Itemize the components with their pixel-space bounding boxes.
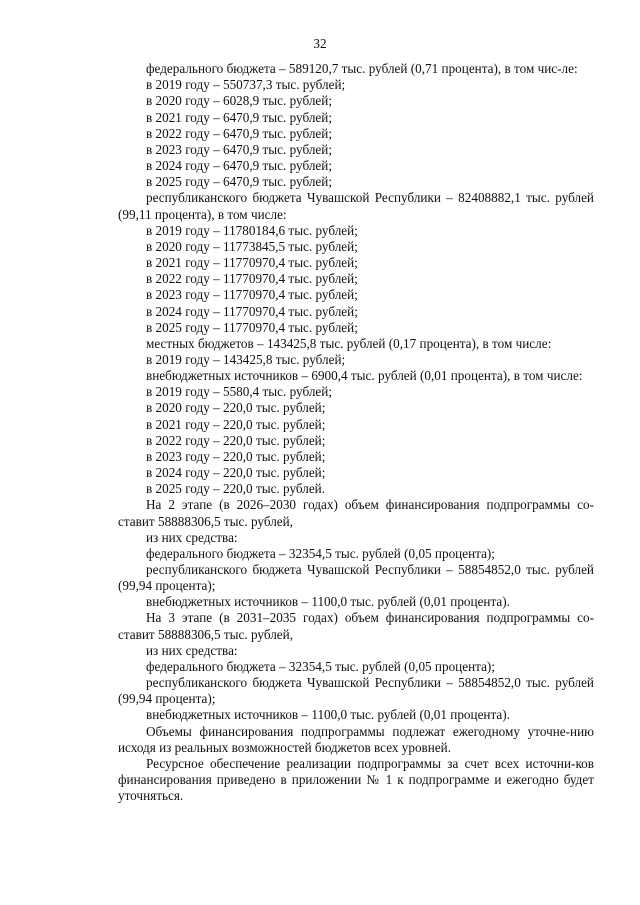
paragraph: местных бюджетов – 143425,8 тыс. рублей (0,17 процента), в том числе:	[146, 335, 552, 351]
paragraph: внебюджетных источников – 1100,0 тыс. рублей (0,01 процента).	[146, 594, 510, 610]
paragraph: На 2 этапе (в 2026–2030 годах) объем финансирования подпрограммы со-ставит 58888306,5 тыс. рублей,	[118, 497, 594, 529]
paragraph: в 2024 году – 11770970,4 тыс. рублей;	[146, 303, 358, 319]
paragraph: в 2020 году – 220,0 тыс. рублей;	[146, 400, 326, 416]
page-number: 32	[313, 36, 327, 51]
paragraph: федерального бюджета – 32354,5 тыс. рублей (0,05 процента);	[146, 658, 495, 674]
document-body	[118, 61, 594, 804]
paragraph: внебюджетных источников – 6900,4 тыс. рублей (0,01 процента), в том числе:	[146, 368, 583, 384]
paragraph: в 2024 году – 6470,9 тыс. рублей;	[146, 158, 332, 174]
paragraph: в 2023 году – 6470,9 тыс. рублей;	[146, 141, 332, 157]
paragraph: республиканского бюджета Чувашской Республики – 82408882,1 тыс. рублей (99,11 процента), в том числе:	[118, 190, 594, 222]
paragraph: из них средства:	[146, 529, 238, 545]
paragraph: в 2021 году – 220,0 тыс. рублей;	[146, 416, 326, 432]
paragraph: республиканского бюджета Чувашской Республики – 58854852,0 тыс. рублей (99,94 процента);	[118, 562, 594, 594]
paragraph: федерального бюджета – 32354,5 тыс. рублей (0,05 процента);	[146, 545, 495, 561]
paragraph: в 2022 году – 6470,9 тыс. рублей;	[146, 125, 332, 141]
paragraph: республиканского бюджета Чувашской Республики – 58854852,0 тыс. рублей (99,94 процента);	[118, 675, 594, 707]
paragraph: Объемы финансирования подпрограммы подлежат ежегодному уточне-нию исходя из реальных возможностей бюджетов всех уровней.	[118, 723, 594, 755]
paragraph: в 2019 году – 550737,3 тыс. рублей;	[146, 77, 346, 93]
paragraph: в 2019 году – 11780184,6 тыс. рублей;	[146, 222, 358, 238]
paragraph: в 2019 году – 5580,4 тыс. рублей;	[146, 384, 332, 400]
paragraph: в 2020 году – 11773845,5 тыс. рублей;	[146, 238, 358, 254]
paragraph: в 2021 году – 11770970,4 тыс. рублей;	[146, 255, 358, 271]
paragraph: в 2024 году – 220,0 тыс. рублей;	[146, 465, 326, 481]
paragraph: в 2021 году – 6470,9 тыс. рублей;	[146, 109, 332, 125]
paragraph: в 2019 году – 143425,8 тыс. рублей;	[146, 351, 346, 367]
paragraph: в 2023 году – 220,0 тыс. рублей;	[146, 448, 326, 464]
paragraph: внебюджетных источников – 1100,0 тыс. рублей (0,01 процента).	[146, 707, 510, 723]
paragraph: в 2022 году – 11770970,4 тыс. рублей;	[146, 271, 358, 287]
paragraph: Ресурсное обеспечение реализации подпрограммы за счет всех источни-ков финансирования приведено в приложении № 1 к подпрограмме и ежегодно будет уточняться.	[118, 755, 594, 804]
paragraph: из них средства:	[146, 642, 238, 658]
paragraph: в 2025 году – 220,0 тыс. рублей.	[146, 481, 326, 497]
paragraph: в 2020 году – 6028,9 тыс. рублей;	[146, 93, 332, 109]
paragraph: федерального бюджета – 589120,7 тыс. рублей (0,71 процента), в том чис-ле:	[146, 61, 578, 77]
paragraph: в 2025 году – 6470,9 тыс. рублей;	[146, 174, 332, 190]
paragraph: в 2022 году – 220,0 тыс. рублей;	[146, 432, 326, 448]
paragraph: На 3 этапе (в 2031–2035 годах) объем финансирования подпрограммы со-ставит 58888306,5 тыс. рублей,	[118, 610, 594, 642]
paragraph: в 2025 году – 11770970,4 тыс. рублей;	[146, 319, 358, 335]
paragraph: в 2023 году – 11770970,4 тыс. рублей;	[146, 287, 358, 303]
